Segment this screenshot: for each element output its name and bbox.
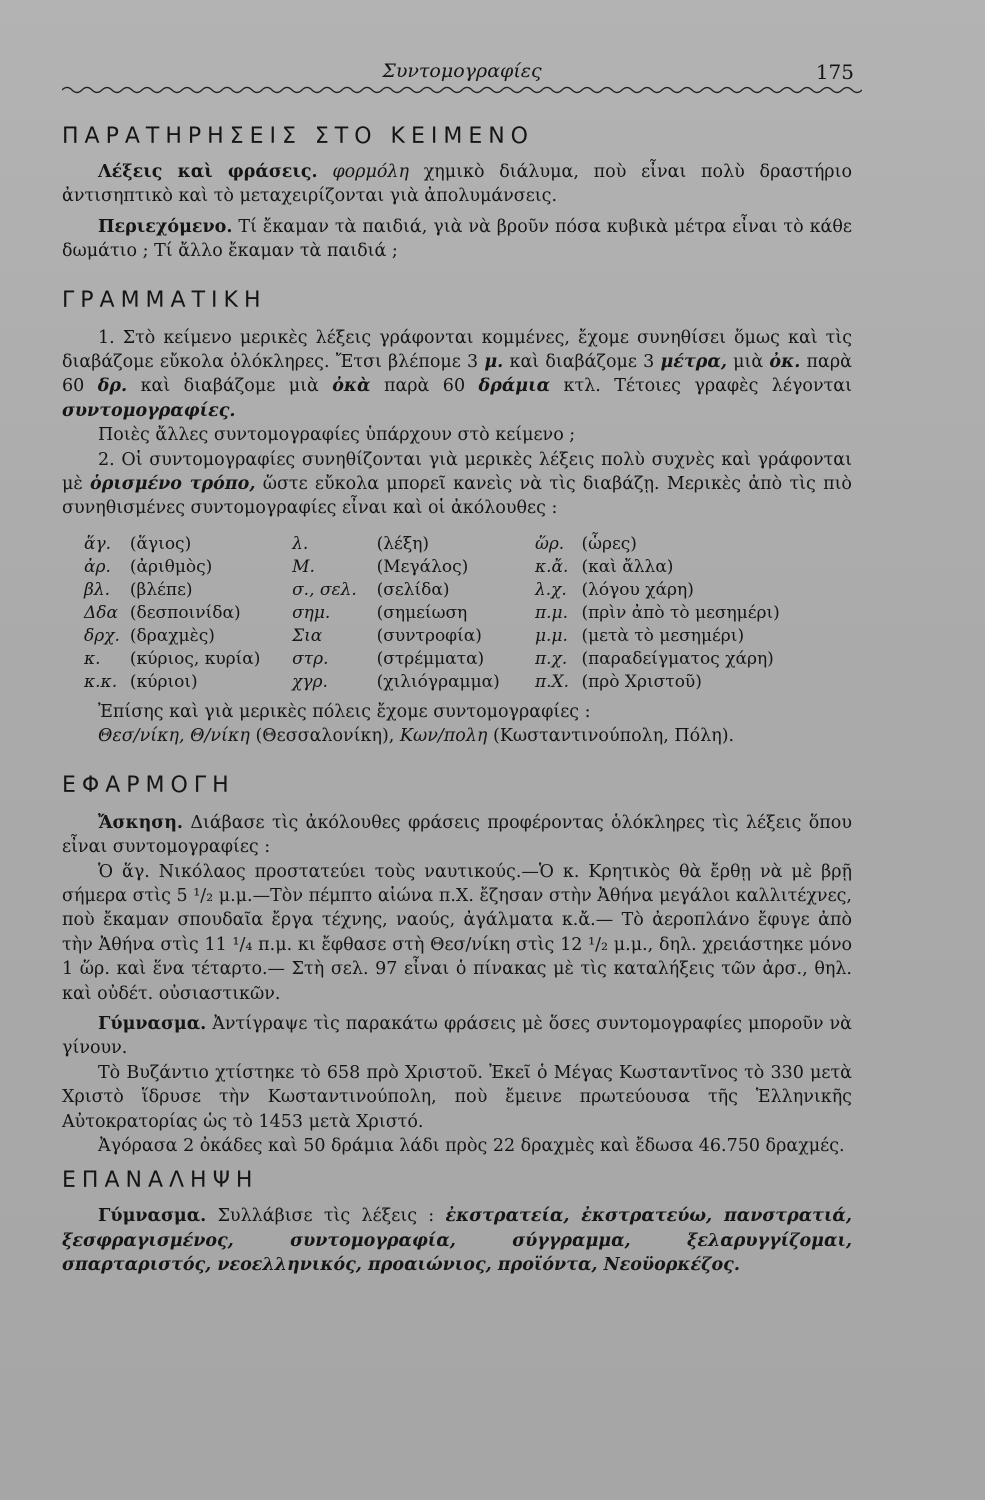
abbr-row [84,671,852,694]
expansion-1: (ἀριθμὸς) [129,556,213,577]
text-span: παρὰ 60 [383,376,466,397]
expansion-2: (σελίδα) [376,579,450,600]
expansion-3: (λόγου χάρη) [581,579,694,600]
content-questions: Τί ἔκαμαν τὰ παιδιά, γιὰ νὰ βροῦν πόσα κυβικὰ μέτρα εἶναι τὸ κάθε δωμάτιο ; Τί ἄλλο ἔκαμαν τὰ παιδιά ; [62,216,852,262]
expansion-3: (καὶ ἄλλα) [581,556,674,577]
key-term: συντομογραφίες. [62,400,236,421]
abbr-1: κ.κ. [84,671,118,692]
text-span: Διάβασε τὶς ἀκόλουθες φράσεις προφέροντας ὁλόκληρες τὶς λέξεις ὅπου εἶναι συντομογραφίες : [62,812,852,858]
practice-instruction [62,1012,852,1061]
abbr-2: σημ. [292,602,331,623]
cities-examples [62,724,852,748]
city-full: (Θεσσαλονίκη), [255,726,395,747]
abbr-2: χγρ. [292,671,328,692]
abbr-1: ἅγ. [84,533,112,554]
text-span: καὶ διαβάζομε 3 [509,352,655,373]
abbr-row [84,602,852,625]
expansion-3: (πρὸ Χριστοῦ) [581,671,702,692]
abbr-3: π.χ. [534,648,568,669]
grammar-paragraph-1 [62,326,852,424]
content-paragraph [62,215,852,264]
abbr-1: δρχ. [84,625,120,646]
word-example: μέτρα, [660,352,727,373]
expansion-3: (μετὰ τὸ μεσημέρι) [581,625,745,646]
vocab-paragraph [62,160,852,209]
expansion-1: (δραχμὲς) [129,625,215,646]
text-span: Συλλάβισε τὶς λέξεις : [217,1206,435,1227]
practice-label: Γύμνασμα. [98,1013,207,1034]
exercise-body: Ὁ ἅγ. Νικόλαος προστατεύει τοὺς ναυτικούς.—Ὁ κ. Κρητικὸς θὰ ἔρθῃ νὰ μὲ βρῇ σήμερα στὶς 5 ¹/₂ μ.μ.—Τὸν πέμπτο αἰώνα π.Χ. ἔζησαν στὴν Ἀθήνα μεγάλοι καλλιτέχνες, ποὺ ἔκαμαν σπουδαῖα ἔργα τέχνης, ναούς, ἀγάλματα κ.ἄ.— Τὸ ἀεροπλάνο ἔφυγε ἀπὸ τὴν Ἀθήνα στὶς 11 ¹/₄ π.μ. κι ἔφθασε στὴ Θεσ/νίκη στὶς 12 ¹/₂ μ.μ., δηλ. χρειάστηκε μόνο 1 ὥρ. καὶ ἕνα τέταρτο.— Στὴ σελ. 97 εἶναι ὁ πίνακας μὲ τὶς καταλήξεις τῶν ἀρσ., θηλ. καὶ οὐδέτ. οὐσιαστικῶν. [62,861,852,1004]
page-body [62,104,852,1278]
word-example: ὀκὰ [332,376,371,397]
abbr-3: κ.ἄ. [534,556,569,577]
section-heading-observations: ΠΑΡΑΤΗΡΗΣΕΙΣ ΣΤΟ ΚΕΙΜΕΝΟ [62,124,535,149]
expansion-2: (λέξη) [376,533,430,554]
text-span: 2. Οἱ συντομογραφίες συνηθίζονται γιὰ μερικὲς λέξεις πολὺ συχνὲς καὶ γράφονται μὲ [62,449,852,495]
cities-intro: Ἐπίσης καὶ γιὰ μερικὲς πόλεις ἔχομε συντομογραφίες : [98,701,591,722]
abbr-example: δρ. [97,376,128,397]
abbr-2: Μ. [292,556,315,577]
expansion-2: (χιλιόγραμμα) [376,671,500,692]
abbr-example: ὀκ. [769,352,801,373]
review-label: Γύμνασμα. [98,1206,207,1227]
abbr-3: π.Χ. [534,671,570,692]
abbr-2: λ. [292,533,309,554]
vocab-definition: χημικὸ διάλυμα, ποὺ εἶναι πολὺ δραστήριο ἀντισηπτικὸ καὶ τὸ μεταχειρίζονται γιὰ ἀπολυμάνσεις. [62,162,852,207]
section-heading-grammar: ΓΡΑΜΜΑΤΙΚΗ [62,287,267,313]
practice-paragraph-2: Ἀγόρασα 2 ὀκάδες καὶ 50 δράμια λάδι πρὸς 22 δραχμὲς καὶ ἔδωσα 46.750 δραχμές. [98,1135,845,1156]
running-title: Συντομογραφίες [382,60,542,82]
page-number: 175 [815,60,854,84]
city-abbr: Θεσ/νίκη, Θ/νίκη [98,726,250,747]
abbr-row [84,625,852,648]
text-span: κτλ. Τέτοιες γραφὲς λέγονται [563,376,852,397]
wavy-rule [62,84,862,96]
city-abbr: Κων/πολη [399,726,488,747]
abbr-2: στρ. [292,648,329,669]
abbr-2: Σια [292,625,323,646]
text-span: ὥστε εὔκολα μπορεῖ κανεὶς νὰ τὶς διαβάζῃ. Μερικὲς ἀπὸ τὶς πιὸ συνηθισμένες συντομογραφίες εἶναι καὶ οἱ ἀκόλουθες : [62,474,852,519]
text-span: Ἀντίγραψε τὶς παρακάτω φράσεις μὲ ὅσες συντομογραφίες μποροῦν νὰ γίνουν. [62,1013,852,1059]
abbr-example: μ. [484,352,504,373]
abbr-2: σ., σελ. [292,579,357,600]
abbr-1: Δδα [84,602,118,623]
word-example: δράμια [478,376,551,397]
abbr-row [84,533,852,556]
expansion-2: (Μεγάλος) [376,556,469,577]
expansion-1: (βλέπε) [129,579,193,600]
grammar-paragraph-2 [62,448,852,521]
abbr-3: λ.χ. [534,579,567,600]
review-words: ἐκστρατεία, ἐκστρατεύω, πανστρατιά, ξεσφραγισμένος, συντομογραφία, σύγγραμμα, ξελαρυγγίζομαι, σπαρταριστός, νεοελληνικός, προαιώνιος, προϊόντα, Νεοϋορκέζος. [62,1206,852,1276]
text-span: παρὰ 60 [62,352,852,397]
section-heading-review: ΕΠΑΝΑΛΗΨΗ [62,1168,259,1194]
city-full: (Κωσταντινούπολη, Πόλη). [493,726,735,747]
text-span: μιὰ [733,352,764,373]
text-span: 1. Στὸ κείμενο μερικὲς λέξεις γράφονται κομμένες, ἔχομε συνηθίσει ὅμως καὶ τὶς διαβάζομε εὔκολα ὁλόκληρες. Ἔτσι βλέπομε 3 [62,327,852,373]
abbr-row [84,556,852,579]
expansion-3: (πρὶν ἀπὸ τὸ μεσημέρι) [581,602,780,623]
grammar-question: Ποιὲς ἄλλες συντομογραφίες ὑπάρχουν στὸ κείμενο ; [98,425,576,446]
abbr-3: μ.μ. [534,625,568,646]
expansion-3: (παραδείγματος χάρη) [581,648,774,669]
review-exercise [62,1204,852,1277]
expansion-1: (κύριοι) [129,671,198,692]
vocab-label: Λέξεις καὶ φράσεις. [98,162,318,182]
expansion-2: (συντροφία) [376,625,482,646]
abbr-3: π.μ. [534,602,568,623]
abbr-3: ὥρ. [534,533,565,554]
expansion-2: (στρέμματα) [376,648,485,669]
abbr-1: κ. [84,648,101,669]
exercise-instruction [62,811,852,860]
expansion-2: (σημείωση [376,602,468,623]
key-phrase: ὁρισμένο τρόπο, [90,474,256,495]
exercise-label: Ἄσκηση. [98,812,184,833]
vocab-term: φορμόλη [332,162,409,182]
expansion-1: (κύριος, κυρία) [129,648,261,669]
abbreviations-table [84,533,852,694]
content-label: Περιεχόμενο. [98,216,233,237]
abbr-row [84,648,852,671]
abbr-1: βλ. [84,579,111,600]
section-heading-application: ΕΦΑΡΜΟΓΗ [62,772,235,798]
expansion-1: (δεσποινίδα) [129,602,241,623]
text-span: καὶ διαβάζομε μιὰ [140,376,319,397]
expansion-3: (ὧρες) [581,533,637,554]
practice-paragraph-1: Τὸ Βυζάντιο χτίστηκε τὸ 658 πρὸ Χριστοῦ. Ἐκεῖ ὁ Μέγας Κωσταντῖνος τὸ 330 μετὰ Χριστὸ ἵδρυσε τὴν Κωσταντινούπολη, ποὺ ἔμεινε πρωτεύουσα τῆς Ἑλληνικῆς Αὐτοκρατορίας ὡς τὸ 1453 μετὰ Χριστό. [62,1062,852,1132]
abbr-1: ἀρ. [84,556,111,577]
abbr-row [84,579,852,602]
expansion-1: (ἅγιος) [129,533,192,554]
